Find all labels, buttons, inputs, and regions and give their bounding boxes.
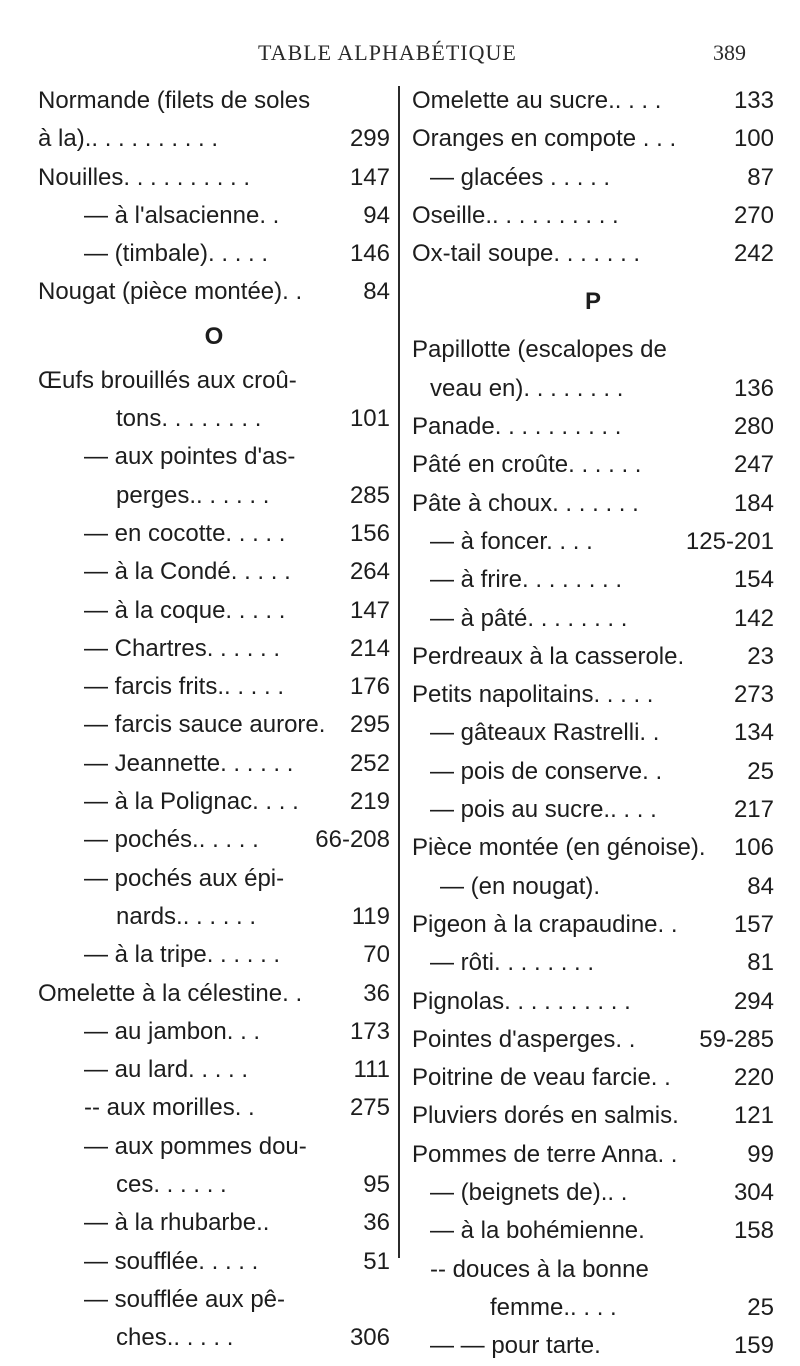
entry-title: Pâte à choux. . . . . . . (412, 489, 639, 517)
index-entry (38, 745, 390, 783)
entry-page-number: 285 (349, 481, 390, 509)
index-entry (38, 438, 390, 476)
entry-title: Œufs brouillés aux croû- (38, 366, 297, 394)
entry-page-number: 176 (349, 673, 390, 701)
index-entry (412, 1174, 774, 1212)
entry-title: — à pâté. . . . . . . . (430, 604, 628, 632)
entry-page-number: 106 (733, 834, 774, 862)
index-entry (38, 515, 390, 553)
entry-page-number: 280 (733, 413, 774, 441)
right-column (412, 82, 774, 1360)
index-entry (38, 821, 390, 859)
entry-title: veau en). . . . . . . . (430, 374, 624, 402)
index-entry (412, 408, 774, 446)
entry-title: Pointes d'asperges. . (412, 1025, 636, 1053)
index-entry (38, 860, 390, 898)
index-entry (38, 936, 390, 974)
entry-title: — aux pommes dou- (84, 1132, 307, 1160)
entry-page-number: 220 (733, 1064, 774, 1092)
entry-page-number: 304 (733, 1179, 774, 1207)
index-entry (412, 561, 774, 599)
index-entry (38, 1128, 390, 1166)
entry-title: — au lard. . . . . (84, 1056, 249, 1084)
index-entry (412, 829, 774, 867)
index-entry (412, 1021, 774, 1059)
entry-page-number: 242 (733, 240, 774, 268)
entry-title: — glacées . . . . . (430, 163, 611, 191)
entry-page-number: 70 (363, 941, 390, 969)
entry-page-number: 94 (363, 201, 390, 229)
index-entry (38, 159, 390, 197)
entry-page-number: 247 (733, 451, 774, 479)
entry-page-number: 95 (363, 1171, 390, 1199)
entry-title: femme.. . . . (490, 1293, 617, 1321)
entry-title: — aux pointes d'as- (84, 443, 296, 471)
entry-page-number: 36 (363, 1209, 390, 1237)
entry-title: Omelette à la célestine. . (38, 979, 303, 1007)
entry-title: Papillotte (escalopes de (412, 336, 667, 364)
entry-title: Nouilles. . . . . . . . . . (38, 163, 251, 191)
entry-page-number: 36 (363, 979, 390, 1007)
index-entry (412, 197, 774, 235)
index-entry (38, 477, 390, 515)
entry-page-number: 217 (733, 796, 774, 824)
entry-title: — à l'alsacienne. . (84, 201, 280, 229)
entry-title: — à la rhubarbe.. (84, 1209, 270, 1237)
entry-title: Oranges en compote . . . (412, 125, 677, 153)
index-entry (412, 1136, 774, 1174)
entry-page-number: 294 (733, 987, 774, 1015)
entry-title: — au jambon. . . (84, 1017, 261, 1045)
entry-title: Pièce montée (en génoise). (412, 834, 706, 862)
index-entry (412, 1251, 774, 1289)
entry-title: — en cocotte. . . . . (84, 519, 286, 547)
entry-page-number: 156 (349, 519, 390, 547)
entry-title: Perdreaux à la casserole. (412, 642, 685, 670)
index-entry (38, 82, 390, 120)
index-entry (38, 1281, 390, 1319)
index-entry (412, 159, 774, 197)
entry-title: — à foncer. . . . (430, 527, 593, 555)
entry-title: — à la tripe. . . . . . (84, 941, 281, 969)
entry-title: — soufflée. . . . . (84, 1247, 259, 1275)
entry-title: Pâté en croûte. . . . . . (412, 451, 642, 479)
entry-title: -- aux morilles. . (84, 1094, 255, 1122)
index-entry (412, 638, 774, 676)
page-title: TABLE ALPHABÉTIQUE (258, 40, 517, 65)
section-heading (38, 312, 390, 362)
entry-page-number: 66-208 (315, 826, 390, 854)
entry-page-number: 133 (733, 87, 774, 114)
entry-title: Pignolas. . . . . . . . . . (412, 987, 631, 1015)
entry-title: Oseille.. . . . . . . . . . (412, 201, 619, 229)
entry-page-number: 219 (349, 788, 390, 816)
entry-page-number: 125-201 (685, 527, 774, 555)
entry-title: ces. . . . . . (116, 1171, 227, 1199)
entry-title: — à la Condé. . . . . (84, 558, 291, 586)
index-entry (38, 400, 390, 438)
entry-title: Normande (filets de soles (38, 87, 311, 114)
entry-page-number: 306 (349, 1324, 390, 1352)
entry-title: Panade. . . . . . . . . . (412, 413, 622, 441)
index-entry (38, 1319, 390, 1357)
entry-page-number: 81 (747, 949, 774, 977)
entry-title: ches.. . . . . (116, 1324, 234, 1352)
entry-title: — pois de conserve. . (430, 757, 663, 785)
index-entry (38, 1166, 390, 1204)
index-entry (412, 868, 774, 906)
entry-page-number: 295 (349, 711, 390, 739)
entry-title: Ox-tail soupe. . . . . . . (412, 240, 641, 268)
index-entry (412, 120, 774, 158)
entry-page-number: 142 (733, 604, 774, 632)
index-entry (412, 791, 774, 829)
entry-title: — gâteaux Rastrelli. . (430, 719, 660, 747)
entry-page-number: 147 (349, 163, 390, 191)
entry-page-number: 146 (349, 240, 390, 268)
index-entry (412, 753, 774, 791)
entry-title: — à la coque. . . . . (84, 596, 286, 624)
column-divider (398, 86, 400, 1258)
index-entry (412, 1212, 774, 1250)
index-entry (38, 1051, 390, 1089)
index-entry (38, 553, 390, 591)
entry-title: — Chartres. . . . . . (84, 634, 281, 662)
entry-title: — à la Polignac. . . . (84, 788, 299, 816)
entry-page-number: 59-285 (699, 1025, 774, 1053)
entry-title: Poitrine de veau farcie. . (412, 1064, 671, 1092)
entry-title: Nougat (pièce montée). . (38, 278, 303, 306)
entry-page-number: 99 (747, 1140, 774, 1168)
entry-page-number: 157 (733, 910, 774, 938)
entry-page-number: 119 (351, 902, 390, 930)
entry-title: Pluviers dorés en salmis. (412, 1102, 679, 1130)
entry-page-number: 100 (733, 125, 774, 153)
entry-title: à la).. . . . . . . . . . (38, 125, 219, 153)
entry-page-number: 299 (349, 125, 390, 153)
index-entry (38, 362, 390, 400)
page-header (0, 40, 800, 74)
index-entry (412, 1327, 774, 1365)
entry-page-number: 111 (353, 1056, 390, 1084)
entry-page-number: 121 (733, 1102, 774, 1130)
index-entry (412, 485, 774, 523)
entry-page-number: 84 (363, 278, 390, 306)
entry-page-number: 173 (349, 1017, 390, 1045)
entry-page-number: 159 (733, 1332, 774, 1360)
index-entry (38, 783, 390, 821)
index-entry (412, 1097, 774, 1135)
index-entry (412, 235, 774, 273)
entry-page-number: 101 (349, 405, 390, 433)
index-entry (38, 273, 390, 311)
index-entry (38, 235, 390, 273)
entry-page-number: 134 (733, 719, 774, 747)
entry-title: Omelette au sucre.. . . . (412, 87, 662, 114)
entry-page-number: 51 (363, 1247, 390, 1275)
entry-title: — à frire. . . . . . . . (430, 566, 623, 594)
left-column (38, 82, 390, 1352)
page-number: 389 (713, 40, 746, 65)
index-entry (412, 370, 774, 408)
entry-title: — rôti. . . . . . . . (430, 949, 595, 977)
index-entry (412, 446, 774, 484)
entry-title: — farcis frits.. . . . . (84, 673, 285, 701)
entry-title: — pois au sucre.. . . . (430, 796, 657, 824)
entry-title: — — pour tarte. (430, 1332, 601, 1360)
entry-title: — (en nougat). (440, 872, 601, 900)
index-entry (412, 600, 774, 638)
index-entry (38, 1013, 390, 1051)
index-entry (412, 82, 774, 120)
index-entry (412, 523, 774, 561)
entry-title: — à la bohémienne. (430, 1217, 645, 1245)
entry-page-number: 214 (349, 634, 390, 662)
index-entry (38, 975, 390, 1013)
index-entry (412, 1059, 774, 1097)
index-entry (38, 898, 390, 936)
index-entry (38, 592, 390, 630)
entry-title: nards.. . . . . . (116, 902, 257, 930)
index-entry (412, 676, 774, 714)
entry-title: — soufflée aux pê- (84, 1285, 286, 1313)
entry-title: perges.. . . . . . (116, 481, 270, 509)
section-heading-letter: O (204, 322, 224, 350)
index-entry (412, 983, 774, 1021)
entry-page-number: 84 (747, 872, 774, 900)
entry-title: — pochés aux épi- (84, 864, 285, 892)
entry-page-number: 264 (349, 558, 390, 586)
index-entry (38, 1089, 390, 1127)
entry-page-number: 136 (733, 374, 774, 402)
index-entry (38, 1243, 390, 1281)
entry-title: Petits napolitains. . . . . (412, 681, 654, 709)
entry-title: — farcis sauce aurore. (84, 711, 326, 739)
entry-title: Pigeon à la crapaudine. . (412, 910, 678, 938)
entry-page-number: 252 (349, 749, 390, 777)
index-entry (412, 906, 774, 944)
entry-title: Pommes de terre Anna. . (412, 1140, 678, 1168)
entry-title: — Jeannette. . . . . . (84, 749, 294, 777)
section-heading-letter: P (584, 288, 601, 316)
index-entry (38, 630, 390, 668)
entry-page-number: 275 (349, 1094, 390, 1122)
entry-page-number: 147 (349, 596, 390, 624)
entry-page-number: 270 (733, 201, 774, 229)
entry-title: tons. . . . . . . . (116, 405, 262, 433)
index-entry (412, 1289, 774, 1327)
entry-page-number: 273 (733, 681, 774, 709)
entry-title: — (beignets de).. . (430, 1179, 628, 1207)
entry-page-number: 23 (747, 642, 774, 670)
entry-page-number: 87 (747, 163, 774, 191)
entry-title: — pochés.. . . . . (84, 826, 259, 854)
entry-page-number: 184 (733, 489, 774, 517)
index-entry (38, 1204, 390, 1242)
index-entry (412, 944, 774, 982)
index-entry (412, 714, 774, 752)
entry-page-number: 25 (747, 1293, 774, 1321)
entry-page-number: 25 (747, 757, 774, 785)
entry-title: — (timbale). . . . . (84, 240, 269, 268)
section-heading (412, 273, 774, 331)
entry-page-number: 158 (733, 1217, 774, 1245)
index-entry (38, 668, 390, 706)
index-entry (38, 197, 390, 235)
index-entry (412, 331, 774, 369)
index-entry (38, 706, 390, 744)
entry-page-number: 154 (733, 566, 774, 594)
entry-title: -- douces à la bonne (430, 1255, 649, 1283)
index-entry (38, 120, 390, 158)
